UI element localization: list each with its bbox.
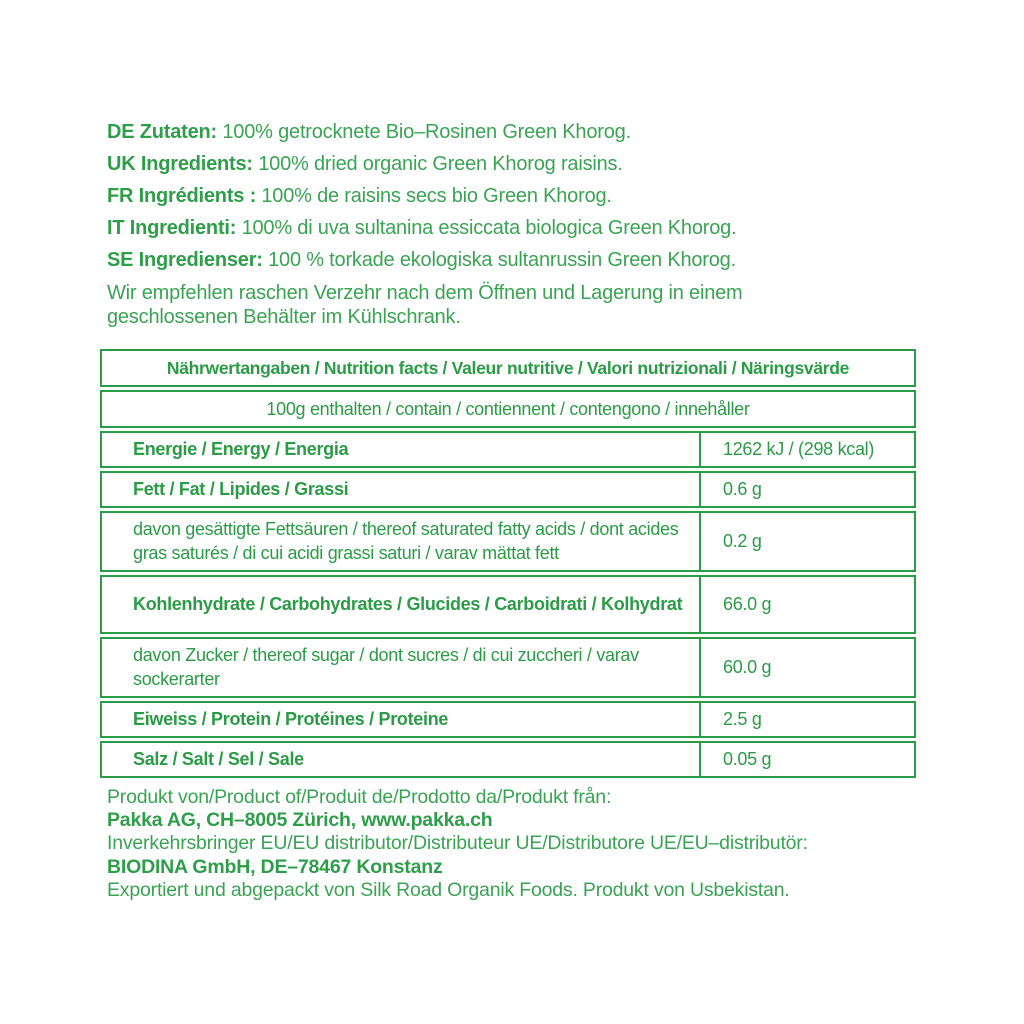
ingredients-label-se: SE Ingredienser:	[107, 249, 263, 271]
table-row-energy	[100, 431, 916, 468]
row-value-fat: 0.6 g	[723, 479, 762, 499]
ingredients-text-de: 100% getrocknete Bio–Rosinen Green Khorog.	[217, 121, 631, 143]
ingredients-line-it	[107, 212, 937, 244]
table-row-salt	[100, 741, 916, 778]
row-value-saturated-fat: 0.2 g	[723, 531, 762, 551]
ingredients-label-uk: UK Ingredients:	[107, 153, 253, 175]
row-label-fat: Fett / Fat / Lipides / Grassi	[102, 473, 701, 506]
table-row-fat	[100, 471, 916, 508]
row-value-salt: 0.05 g	[723, 749, 772, 769]
table-row-saturated-fat	[100, 511, 916, 572]
producer-line-biodina: BIODINA GmbH, DE–78467 Konstanz	[107, 855, 443, 878]
nutrition-table-subtitle: 100g enthalten / contain / contiennent / contengono / innehåller	[100, 390, 916, 428]
producer-line-distributor: Inverkehrsbringer EU/EU distributor/Distributeur UE/Distributore UE/EU–distributör:	[107, 832, 808, 855]
ingredients-line-de	[107, 116, 937, 148]
ingredients-section	[107, 116, 937, 276]
nutrition-table-title: Nährwertangaben / Nutrition facts / Valeur nutritive / Valori nutrizionali / Näringsvärde	[100, 349, 916, 387]
ingredients-text-it: 100% di uva sultanina essiccata biologica Green Khorog.	[236, 217, 737, 239]
ingredients-text-uk: 100% dried organic Green Khorog raisins.	[252, 153, 623, 175]
row-value-protein: 2.5 g	[723, 709, 762, 729]
table-row-protein	[100, 701, 916, 738]
table-row-sugar	[100, 637, 916, 698]
producer-line-export: Exportiert und abgepackt von Silk Road Organik Foods. Produkt von Usbekistan.	[107, 878, 790, 901]
row-value-sugar: 60.0 g	[723, 657, 772, 677]
row-label-protein: Eiweiss / Protein / Protéines / Proteine	[102, 703, 701, 736]
ingredients-text-fr: 100% de raisins secs bio Green Khorog.	[256, 185, 612, 207]
ingredients-line-uk	[107, 148, 937, 180]
producer-section	[107, 786, 1007, 902]
ingredients-label-de: DE Zutaten:	[107, 121, 218, 143]
storage-note: Wir empfehlen raschen Verzehr nach dem Öffnen und Lagerung in einem geschlossenen Behälter im Kühlschrank.	[107, 282, 743, 328]
ingredients-label-fr: FR Ingrédients :	[107, 185, 257, 207]
row-label-salt: Salz / Salt / Sel / Sale	[102, 743, 701, 776]
nutrition-table	[100, 349, 916, 781]
row-label-carbohydrates: Kohlenhydrate / Carbohydrates / Glucides / Carboidrati / Kolhydrat	[102, 577, 701, 632]
ingredients-label-it: IT Ingredienti:	[107, 217, 237, 239]
ingredients-line-se	[107, 244, 937, 276]
table-row-carbohydrates	[100, 575, 916, 634]
producer-line-product-of: Produkt von/Product of/Produit de/Prodotto da/Produkt från:	[107, 786, 612, 808]
row-value-energy: 1262 kJ / (298 kcal)	[723, 439, 875, 459]
row-value-carbohydrates: 66.0 g	[723, 594, 772, 614]
producer-line-pakka: Pakka AG, CH–8005 Zürich, www.pakka.ch	[107, 809, 493, 832]
ingredients-line-fr	[107, 180, 937, 212]
row-label-saturated-fat: davon gesättigte Fettsäuren / thereof saturated fatty acids / dont acides gras saturés / di cui acidi grassi saturi / varav mättat fett	[102, 513, 701, 570]
row-label-energy: Energie / Energy / Energia	[102, 433, 701, 466]
row-label-sugar: davon Zucker / thereof sugar / dont sucres / di cui zuccheri / varav sockerarter	[102, 639, 701, 696]
ingredients-text-se: 100 % torkade ekologiska sultanrussin Green Khorog.	[262, 249, 736, 271]
